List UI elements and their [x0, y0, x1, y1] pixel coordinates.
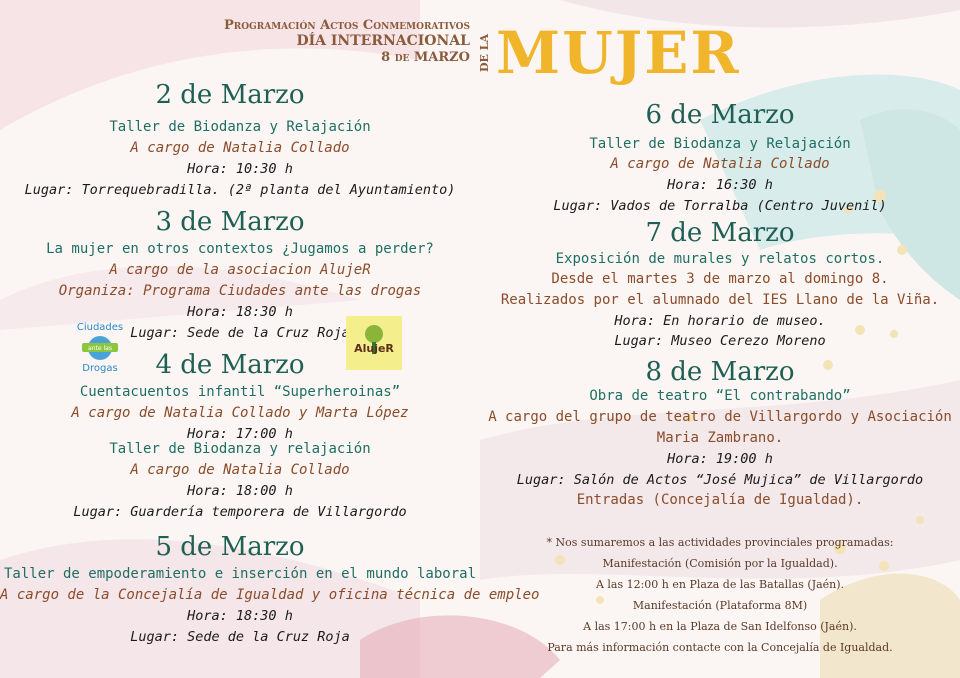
- day-3-time: Hora: 18:30 h: [187, 304, 293, 320]
- note-line-3: A las 12:00 h en Plaza de las Batallas (Jaén).: [595, 578, 845, 591]
- day-4-time-2: Hora: 18:00 h: [187, 483, 293, 499]
- day-8-time: Hora: 19:00 h: [667, 451, 773, 467]
- day-2-activity: Taller de Biodanza y Relajación: [109, 119, 371, 135]
- day-6-place: Lugar: Vados de Torralba (Centro Juvenil): [553, 198, 887, 214]
- svg-text:Ciudades: Ciudades: [76, 322, 124, 333]
- day-8-by-2: Maria Zambrano.: [656, 430, 784, 446]
- day-7-time: Hora: En horario de museo.: [614, 313, 826, 329]
- day-6-title: 6 de Marzo: [645, 100, 795, 130]
- day-7-title: 7 de Marzo: [645, 218, 795, 248]
- header-vertical-de-la: DE LA: [478, 33, 491, 72]
- header-line-1: Programación Actos Conmemorativos: [223, 18, 470, 33]
- day-3-organizer: Organiza: Programa Ciudades ante las drogas: [58, 283, 422, 299]
- day-5-activity: Taller de empoderamiento e inserción en el mundo laboral: [3, 566, 476, 582]
- header-line-3: 8 de MARZO: [381, 50, 470, 65]
- day-7-authors: Realizados por el alumnado del IES Llano de la Viña.: [500, 292, 940, 308]
- day-5-time: Hora: 18:30 h: [187, 608, 293, 624]
- day-3-activity: La mujer en otros contextos ¿Jugamos a perder?: [46, 241, 434, 257]
- day-5-place: Lugar: Sede de la Cruz Roja: [130, 629, 350, 645]
- day-2-place: Lugar: Torrequebradilla. (2ª planta del Ayuntamiento): [24, 182, 456, 198]
- day-2-by: A cargo de Natalia Collado: [130, 140, 350, 156]
- day-2-title: 2 de Marzo: [155, 80, 305, 110]
- day-7-dates: Desde el martes 3 de marzo al domingo 8.: [551, 271, 889, 287]
- day-3-title: 3 de Marzo: [155, 207, 305, 237]
- day-8-entry: Entradas (Concejalía de Igualdad).: [576, 492, 864, 508]
- day-4-title: 4 de Marzo: [155, 350, 305, 380]
- day-4-by-1: A cargo de Natalia Collado y Marta López: [71, 405, 409, 421]
- svg-text:AlujeR: AlujeR: [354, 342, 394, 355]
- day-8-activity: Obra de teatro “El contrabando”: [589, 388, 851, 404]
- day-8-by-1: A cargo del grupo de teatro de Villargordo y Asociación: [488, 409, 952, 425]
- day-3-by: A cargo de la asociacion AlujeR: [109, 262, 371, 278]
- day-7-activity: Exposición de murales y relatos cortos.: [555, 251, 885, 267]
- day-4-time-1: Hora: 17:00 h: [187, 426, 293, 442]
- svg-text:ante las: ante las: [88, 345, 112, 352]
- note-line-6: Para más información contacte con la Concejalía de Igualdad.: [547, 641, 893, 654]
- note-line-1: * Nos sumaremos a las actividades provinciales programadas:: [546, 536, 894, 549]
- header-line-2: DÍA INTERNACIONAL: [296, 33, 470, 49]
- day-8-place: Lugar: Salón de Actos “José Mujica” de Villargordo: [516, 472, 924, 488]
- day-7-place: Lugar: Museo Cerezo Moreno: [614, 333, 826, 349]
- day-4-by-2: A cargo de Natalia Collado: [130, 462, 350, 478]
- svg-text:Drogas: Drogas: [82, 363, 118, 374]
- day-4-place: Lugar: Guardería temporera de Villargordo: [73, 504, 407, 520]
- note-line-2: Manifestación (Comisión por la Igualdad).: [602, 557, 838, 570]
- day-8-title: 8 de Marzo: [645, 357, 795, 387]
- day-3-place: Lugar: Sede de la Cruz Roja: [130, 325, 350, 341]
- day-5-by: A cargo de la Concejalía de Igualdad y oficina técnica de empleo: [0, 587, 540, 603]
- day-2-time: Hora: 10:30 h: [187, 161, 293, 177]
- day-6-by: A cargo de Natalia Collado: [610, 156, 830, 172]
- day-6-activity: Taller de Biodanza y Relajación: [589, 136, 851, 152]
- header-mujer-title: MUJER: [496, 19, 741, 87]
- day-6-time: Hora: 16:30 h: [667, 177, 773, 193]
- day-5-title: 5 de Marzo: [155, 532, 305, 562]
- day-4-activity-1: Cuentacuentos infantil “Superheroinas”: [79, 384, 401, 400]
- note-line-4: Manifestación (Plataforma 8M): [632, 599, 808, 612]
- note-line-5: A las 17:00 h en la Plaza de San Idelfonso (Jaén).: [583, 620, 857, 633]
- day-4-activity-2: Taller de Biodanza y relajación: [109, 441, 371, 457]
